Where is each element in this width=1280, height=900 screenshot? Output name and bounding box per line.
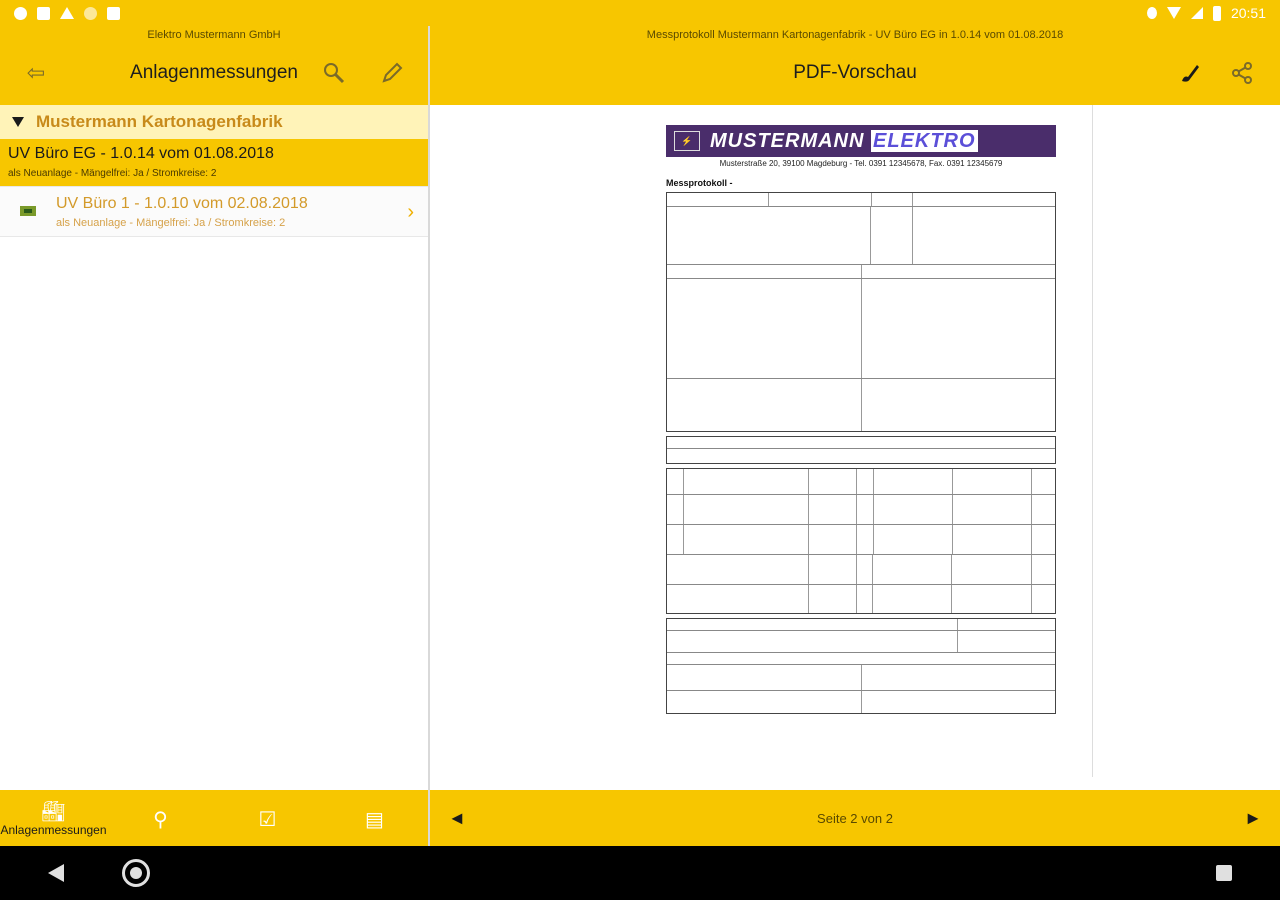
- share-icon: [1230, 61, 1254, 85]
- brush-icon: [1178, 61, 1202, 85]
- list-item-title: UV Büro EG - 1.0.14 vom 01.08.2018: [8, 145, 274, 162]
- circle-icon: [84, 7, 97, 20]
- tab-anlagenmessungen[interactable]: [0, 790, 107, 846]
- page-indicator: Seite 2 von 2: [817, 810, 893, 826]
- battery-icon: [1213, 6, 1221, 21]
- chevron-right-icon: ›: [407, 201, 414, 223]
- status-right-icons: [1147, 5, 1266, 21]
- sdcard-icon: [107, 7, 120, 20]
- logo-text-primary: MUSTERMANN: [710, 129, 865, 152]
- share-button[interactable]: [1228, 60, 1256, 86]
- list-item-title: UV Büro 1 - 1.0.10 vom 02.08.2018: [56, 195, 308, 212]
- gear-icon: [14, 7, 27, 20]
- status-bar: [0, 0, 1280, 26]
- logo-mark-icon: ⚡: [674, 131, 700, 151]
- right-app-bar: [430, 26, 1280, 105]
- pdf-document: [666, 125, 1056, 737]
- pencil-icon: [380, 61, 404, 85]
- pdf-table-remarks: [666, 436, 1056, 464]
- group-header[interactable]: [0, 105, 428, 139]
- probe-icon: ⚲: [153, 809, 168, 831]
- edit-button[interactable]: [378, 60, 406, 86]
- pdf-table-signature: [666, 618, 1056, 714]
- home-circle-icon[interactable]: [122, 859, 150, 887]
- tab-database[interactable]: [321, 790, 428, 846]
- warning-icon: [60, 7, 74, 19]
- location-icon: [1147, 7, 1157, 19]
- company-name: Elektro Mustermann GmbH: [147, 29, 281, 41]
- right-title: PDF-Vorschau: [793, 62, 917, 83]
- arrow-left-icon: ⇦: [26, 60, 46, 85]
- signal-icon: [1191, 7, 1203, 19]
- left-bottom-nav: [0, 790, 428, 846]
- status-left-icons: [14, 7, 120, 20]
- pdf-logo: [666, 125, 1056, 157]
- tab-probe[interactable]: [107, 790, 214, 846]
- back-triangle-icon[interactable]: [48, 864, 64, 882]
- pdf-page: [618, 105, 1093, 777]
- pdf-table-measurements: [666, 468, 1056, 614]
- status-time: 20:51: [1230, 5, 1266, 21]
- list-item[interactable]: [0, 187, 428, 237]
- collapse-triangle-icon: [12, 117, 24, 127]
- pdf-heading: Messprotokoll -: [666, 178, 733, 188]
- logo-name: [710, 130, 978, 153]
- list-item-subtitle: als Neuanlage - Mängelfrei: Ja / Stromkreise: 2: [56, 217, 286, 229]
- left-pane: [0, 26, 428, 846]
- circuit-icon: [18, 203, 38, 219]
- system-nav-bar: [0, 846, 1280, 900]
- brush-button[interactable]: [1176, 60, 1204, 86]
- square-icon: [37, 7, 50, 20]
- document-subtitle: Messprotokoll Mustermann Kartonagenfabrik - UV Büro EG in 1.0.14 vom 01.08.2018: [646, 29, 1064, 41]
- database-icon: ▤: [365, 809, 384, 831]
- wifi-icon: [1167, 7, 1181, 19]
- next-page-button[interactable]: ►: [1244, 807, 1262, 828]
- list-item-selected[interactable]: [0, 139, 428, 187]
- pdf-preview-area[interactable]: [430, 105, 1280, 790]
- pager-bar: [430, 790, 1280, 846]
- logo-text-secondary: ELEKTRO: [873, 129, 976, 152]
- tab-label: Anlagenmessungen: [0, 823, 107, 837]
- recent-apps-icon[interactable]: [1216, 865, 1232, 881]
- search-button[interactable]: [320, 60, 348, 86]
- search-icon: [322, 61, 346, 85]
- previous-page-button[interactable]: ◄: [448, 807, 466, 828]
- left-app-bar: [0, 26, 428, 105]
- left-title: Anlagenmessungen: [130, 62, 298, 83]
- right-pane: [430, 26, 1280, 846]
- list-item-subtitle: als Neuanlage - Mängelfrei: Ja / Stromkreise: 2: [8, 168, 217, 179]
- pdf-address: Musterstraße 20, 39100 Magdeburg - Tel. 0391 12345678, Fax. 0391 12345679: [719, 159, 1003, 168]
- group-name: Mustermann Kartonagenfabrik: [36, 112, 283, 131]
- pdf-table-top: [666, 192, 1056, 432]
- checklist-icon: ☑: [258, 809, 277, 831]
- building-icon: 🏭︎: [40, 801, 67, 823]
- tab-checklist[interactable]: [214, 790, 321, 846]
